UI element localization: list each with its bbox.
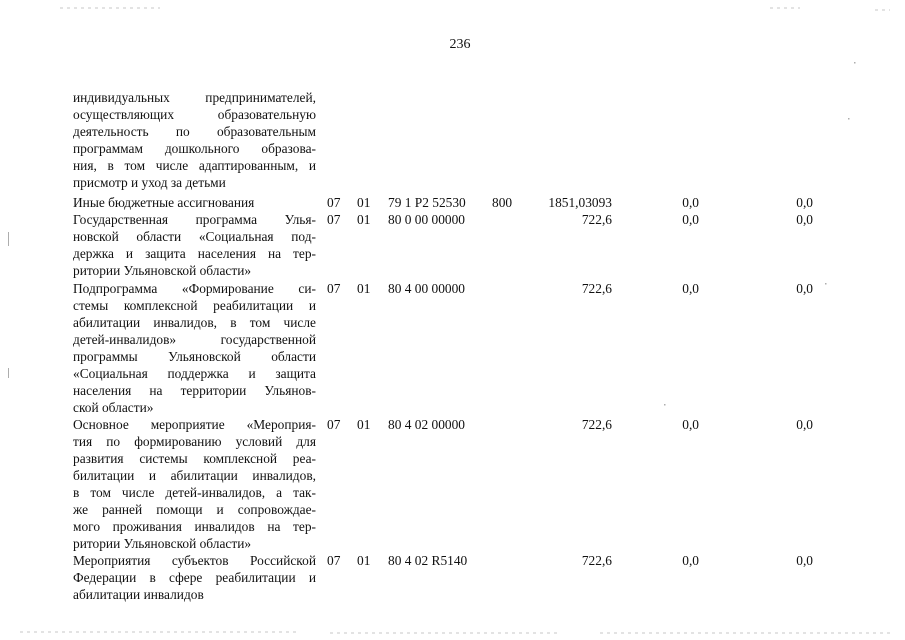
row-description (73, 211, 316, 279)
description-line: развития системы комплексной реа- (73, 451, 316, 466)
description-line: мого проживания инвалидов на тер- (73, 519, 316, 534)
amount-cell-3: 0,0 (796, 195, 813, 210)
description-line: новской области «Социальная под- (73, 229, 316, 244)
podrazdel-cell: 01 (357, 553, 371, 568)
amount-cell-3: 0,0 (796, 417, 813, 432)
description-line: в том числе детей-инвалидов, а так- (73, 485, 316, 500)
target-article-cell: 80 4 02 00000 (388, 417, 465, 432)
description-line: программы Ульяновской области (73, 349, 316, 364)
amount-cell-3: 0,0 (796, 553, 813, 568)
description-line: деятельность по образовательным (73, 124, 316, 139)
razdel-cell: 07 (327, 553, 341, 568)
razdel-cell: 07 (327, 212, 341, 227)
podrazdel-cell: 01 (357, 281, 371, 296)
amount-cell-1: 722,6 (581, 212, 612, 227)
podrazdel-cell: 01 (357, 212, 371, 227)
razdel-cell: 07 (327, 195, 341, 210)
description-line: ритории Ульяновской области» (73, 263, 252, 278)
description-line: же ранней помощи и сопровождае- (73, 502, 316, 517)
description-line: тия по формированию условий для (73, 434, 316, 449)
description-line: ния, в том числе адаптированным, и (73, 158, 316, 173)
podrazdel-cell: 01 (357, 417, 371, 432)
description-line: абилитации инвалидов (73, 587, 204, 602)
description-line: Иные бюджетные ассигнования (73, 195, 255, 210)
razdel-cell: 07 (327, 417, 341, 432)
amount-cell-1: 1851,03093 (548, 195, 612, 210)
row-description (73, 280, 316, 416)
row-description (73, 416, 316, 552)
description-line: абилитации инвалидов, в том числе (73, 315, 316, 330)
target-article-cell: 80 4 02 R5140 (388, 553, 468, 568)
target-article-cell: 80 0 00 00000 (388, 212, 465, 227)
amount-cell-2: 0,0 (682, 212, 699, 227)
description-line: осуществляющих образовательную (73, 107, 316, 122)
target-article-cell: 79 1 P2 52530 (388, 195, 466, 210)
amount-cell-1: 722,6 (581, 281, 612, 296)
description-line: ритории Ульяновской области» (73, 536, 252, 551)
description-line: Государственная программа Улья- (73, 212, 316, 227)
page-number: 236 (449, 37, 471, 52)
description-line: стемы комплексной реабилитации и (73, 298, 316, 313)
description-line: индивидуальных предпринимателей, (73, 90, 316, 105)
description-line: ской области» (73, 400, 154, 415)
amount-cell-2: 0,0 (682, 417, 699, 432)
row-description (73, 194, 316, 211)
description-line: Основное мероприятие «Мероприя- (73, 417, 316, 432)
description-line: присмотр и уход за детьми (73, 175, 226, 190)
target-article-cell: 80 4 00 00000 (388, 281, 465, 296)
razdel-cell: 07 (327, 281, 341, 296)
description-line: Мероприятия субъектов Российской (73, 553, 316, 568)
description-line: Федерации в сфере реабилитации и (73, 570, 316, 585)
description-line: программам дошкольного образова- (73, 141, 316, 156)
amount-cell-1: 722,6 (581, 417, 612, 432)
description-line: населения на территории Ульянов- (73, 383, 316, 398)
description-line: держка и защита населения на тер- (73, 246, 316, 261)
amount-cell-3: 0,0 (796, 212, 813, 227)
amount-cell-2: 0,0 (682, 281, 699, 296)
row-description (73, 89, 316, 191)
description-line: билитации и абилитации инвалидов, (73, 468, 316, 483)
expense-type-cell: 800 (492, 195, 513, 210)
amount-cell-2: 0,0 (682, 195, 699, 210)
amount-cell-1: 722,6 (581, 553, 612, 568)
amount-cell-3: 0,0 (796, 281, 813, 296)
row-description (73, 552, 316, 603)
description-line: Подпрограмма «Формирование си- (73, 281, 316, 296)
description-line: «Социальная поддержка и защита (73, 366, 316, 381)
podrazdel-cell: 01 (357, 195, 371, 210)
description-line: детей-инвалидов» государственной (73, 332, 316, 347)
amount-cell-2: 0,0 (682, 553, 699, 568)
